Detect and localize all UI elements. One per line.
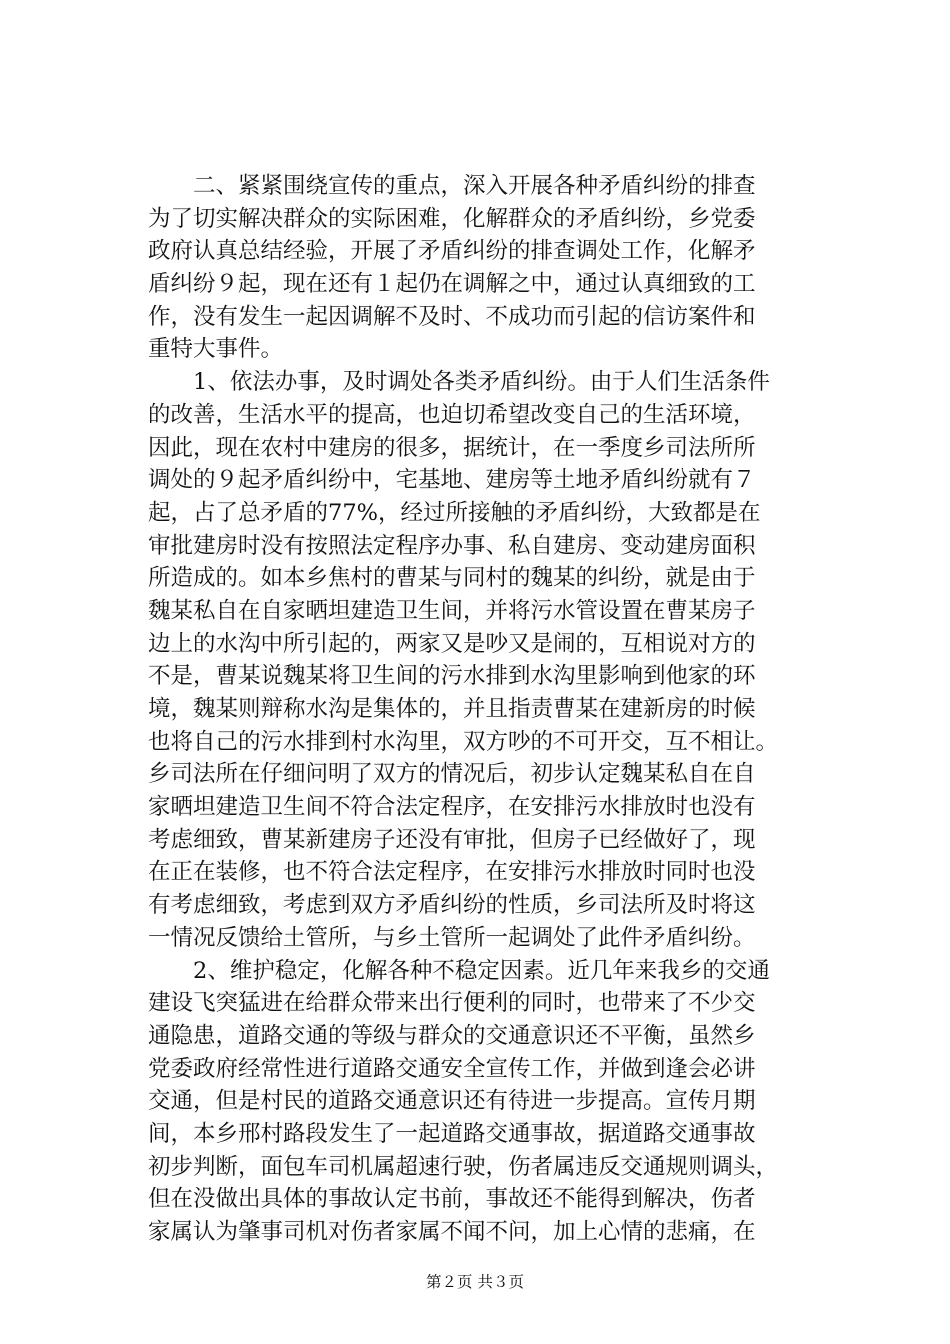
text-line: 作，没有发生一起因调解不及时、不成功而引起的信访案件和 bbox=[148, 303, 756, 330]
document-body bbox=[148, 170, 828, 1249]
text-line: 间，本乡邢村路段发生了一起道路交通事故，据道路交通事故 bbox=[148, 1120, 756, 1147]
text-line: 2、维护稳定，化解各种不稳定因素。近几年来我乡的交通 bbox=[148, 957, 770, 984]
text-line: 不是，曹某说魏某将卫生间的污水排到水沟里影响到他家的环 bbox=[148, 663, 756, 690]
text-line: 起，占了总矛盾的77%，经过所接触的矛盾纠纷，大致都是在 bbox=[148, 499, 761, 526]
text-line: 盾纠纷９起，现在还有１起仍在调解之中，通过认真细致的工 bbox=[148, 271, 756, 298]
text-line: 魏某私自在自家晒坦建造卫生间，并将污水管设置在曹某房子 bbox=[148, 597, 756, 624]
text-line: 建设飞突猛进在给群众带来出行便利的同时，也带来了不少交 bbox=[148, 990, 756, 1017]
page-number-footer: 第２页 共３页 bbox=[426, 1273, 524, 1291]
text-line: 通隐患，道路交通的等级与群众的交通意识还不平衡，虽然乡 bbox=[148, 1022, 756, 1049]
text-line: 二、紧紧围绕宣传的重点，深入开展各种矛盾纠纷的排查 bbox=[148, 173, 756, 199]
text-line: 也将自己的污水排到村水沟里，双方吵的不可开交，互不相让。 bbox=[148, 728, 779, 755]
text-line: 党委政府经常性进行道路交通安全宣传工作，并做到逢会必讲 bbox=[148, 1055, 756, 1082]
text-line: 边上的水沟中所引起的，两家又是吵又是闹的，互相说对方的 bbox=[148, 630, 756, 657]
text-line: 境，魏某则辩称水沟是集体的，并且指责曹某在建新房的时候 bbox=[148, 696, 756, 722]
text-line: 家属认为肇事司机对伤者家属不闻不问，加上心情的悲痛，在 bbox=[148, 1219, 756, 1245]
text-line: 乡司法所在仔细问明了双方的情况后，初步认定魏某私自在自 bbox=[148, 761, 756, 788]
text-line: 1、依法办事，及时调处各类矛盾纠纷。由于人们生活条件 bbox=[148, 369, 770, 396]
text-line: 的改善，生活水平的提高，也迫切希望改变自己的生活环境， bbox=[148, 401, 756, 428]
text-line: 交通，但是村民的道路交通意识还有待进一步提高。宣传月期 bbox=[148, 1088, 756, 1115]
text-line: 政府认真总结经验，开展了矛盾纠纷的排查调处工作，化解矛 bbox=[148, 238, 756, 265]
text-line: 在正在装修，也不符合法定程序，在安排污水排放时同时也没 bbox=[148, 859, 756, 886]
text-line: 所造成的。如本乡焦村的曹某与同村的魏某的纠纷，就是由于 bbox=[148, 565, 756, 592]
text-line: 有考虑细致，考虑到双方矛盾纠纷的性质，乡司法所及时将这 bbox=[148, 892, 756, 919]
text-line: 为了切实解决群众的实际困难，化解群众的矛盾纠纷，乡党委 bbox=[148, 205, 756, 232]
text-line: 家晒坦建造卫生间不符合法定程序，在安排污水排放时也没有 bbox=[148, 794, 756, 821]
text-line: 审批建房时没有按照法定程序办事、私自建房、变动建房面积 bbox=[148, 532, 756, 559]
text-line: 初步判断，面包车司机属超速行驶，伤者属违反交通规则调头， bbox=[148, 1153, 779, 1180]
text-line: 调处的９起矛盾纠纷中，宅基地、建房等土地矛盾纠纷就有７ bbox=[148, 467, 756, 494]
text-line: 考虑细致，曹某新建房子还没有审批，但房子已经做好了，现 bbox=[148, 826, 756, 853]
text-line: 一情况反馈给土管所，与乡土管所一起调处了此件矛盾纠纷。 bbox=[148, 924, 756, 951]
text-line: 重特大事件。 bbox=[148, 336, 284, 363]
text-line: 但在没做出具体的事故认定书前，事故还不能得到解决，伤者 bbox=[148, 1186, 756, 1213]
text-line: 因此，现在农村中建房的很多，据统计，在一季度乡司法所所 bbox=[148, 434, 756, 461]
